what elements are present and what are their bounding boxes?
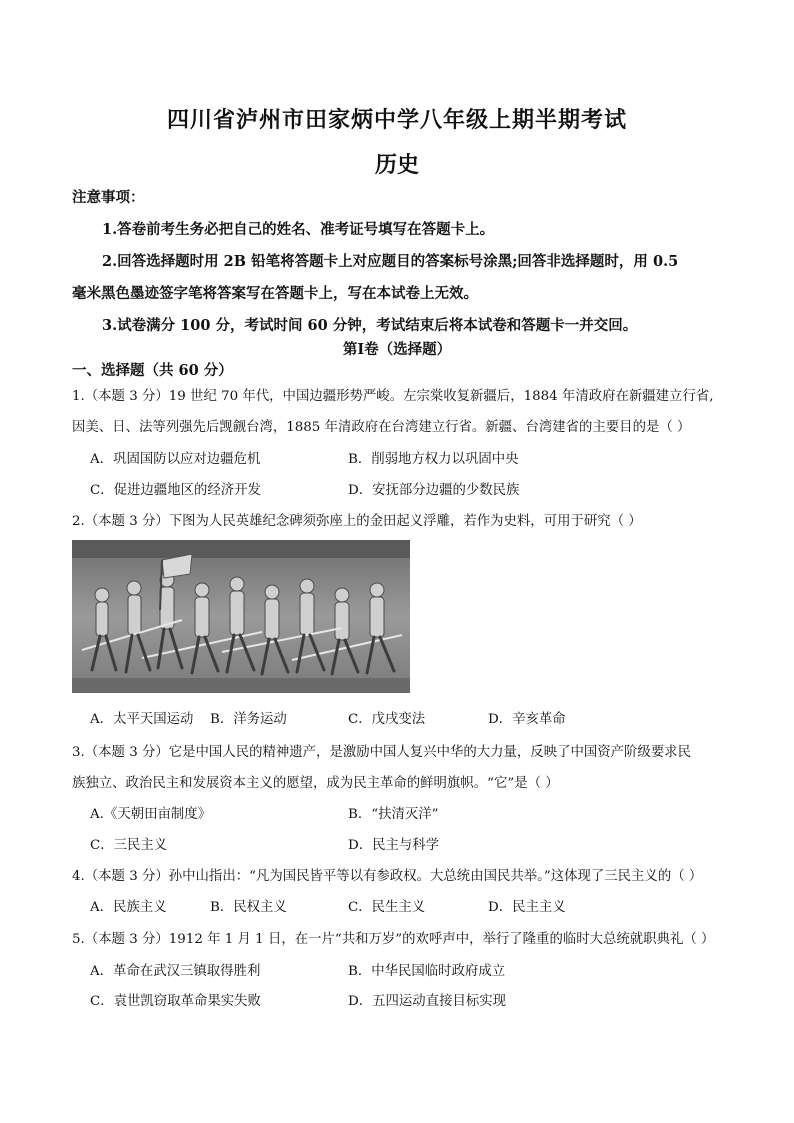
question-5-line-1: 5.（本题 3 分）1912 年 1 月 1 日，在一片“共和万岁”的欢呼声中，举行了隆重的临时大总统就职典礼（ ） (72, 932, 715, 947)
question-4-line-1: 4.（本题 3 分）孙中山指出：“凡为国民皆平等以有参政权。大总统由国民共举。”这体现了三民主义的（ ） (72, 869, 703, 884)
question-4-option-a[interactable]: A．民族主义 (90, 900, 167, 915)
question-2-option-a[interactable]: A．太平天国运动 (90, 712, 194, 727)
question-5-option-b[interactable]: B．中华民国临时政府成立 (348, 964, 506, 979)
note-item-1: 1.答卷前考生务必把自己的姓名、准考证号填写在答题卡上。 (102, 221, 495, 238)
question-5-option-c[interactable]: C．袁世凯窃取革命果实失败 (90, 994, 261, 1009)
note-item-2-cont: 毫米黑色墨迹签字笔将答案写在答题卡上，写在本试卷上无效。 (72, 285, 478, 302)
question-3-line-2: 族独立、政治民主和发展资本主义的愿望，成为民主革命的鲜明旗帜。“它”是（ ） (72, 776, 559, 791)
question-3-line-1: 3.（本题 3 分）它是中国人民的精神遗产，是激励中国人复兴中华的大力量，反映了中国资产阶级要求民 (72, 745, 691, 760)
relief-illustration (72, 540, 410, 693)
jintian-uprising-relief-image (72, 540, 410, 693)
notes-heading: 注意事项： (72, 189, 145, 206)
question-3-option-a[interactable]: A.《天朝田亩制度》 (90, 807, 212, 822)
question-1-line-2: 因美、日、法等列强先后觊觎台湾，1885 年清政府在台湾建立行省。新疆、台湾建省的主要目的是（ ） (72, 420, 691, 435)
question-5-option-a[interactable]: A．革命在武汉三镇取得胜利 (90, 964, 261, 979)
subject-title: 历史 (374, 152, 419, 178)
section-title: 一、选择题（共 60 分） (72, 362, 233, 379)
question-4-option-d[interactable]: D．民主主义 (488, 900, 566, 915)
question-1-option-b[interactable]: B．削弱地方权力以巩固中央 (348, 452, 519, 467)
volume-title: 第Ⅰ卷（选择题） (342, 341, 452, 358)
question-1-option-c[interactable]: C．促进边疆地区的经济开发 (90, 483, 261, 498)
question-1-line-1: 1.（本题 3 分）19 世纪 70 年代，中国边疆形势严峻。左宗棠收复新疆后，1884 年清政府在新疆建立行省, (72, 389, 714, 404)
question-3-option-d[interactable]: D．民主与科学 (348, 838, 440, 853)
note-item-3: 3.试卷满分 100 分，考试时间 60 分钟，考试结束后将本试卷和答题卡一并交回。 (102, 317, 638, 334)
note-item-2: 2.回答选择题时用 2B 铅笔将答题卡上对应题目的答案标号涂黑;回答非选择题时，用 0.5 (102, 253, 679, 270)
question-2-line-1: 2.（本题 3 分）下图为人民英雄纪念碑须弥座上的金田起义浮雕，若作为史料，可用于研究（ ） (72, 514, 642, 529)
question-1-option-d[interactable]: D．安抚部分边疆的少数民族 (348, 483, 520, 498)
question-2-option-b[interactable]: B．洋务运动 (210, 712, 287, 727)
question-2-option-c[interactable]: C．戊戌变法 (348, 712, 426, 727)
question-4-option-c[interactable]: C．民生主义 (348, 900, 426, 915)
question-3-option-c[interactable]: C．三民主义 (90, 838, 168, 853)
question-1-option-a[interactable]: A．巩固国防以应对边疆危机 (90, 452, 261, 467)
exam-title: 四川省泸州市田家炳中学八年级上期半期考试 (166, 107, 627, 133)
question-3-option-b[interactable]: B．“扶清灭洋” (348, 807, 439, 822)
question-5-option-d[interactable]: D．五四运动直接目标实现 (348, 994, 507, 1009)
question-4-option-b[interactable]: B．民权主义 (210, 900, 287, 915)
question-2-option-d[interactable]: D．辛亥革命 (488, 712, 566, 727)
